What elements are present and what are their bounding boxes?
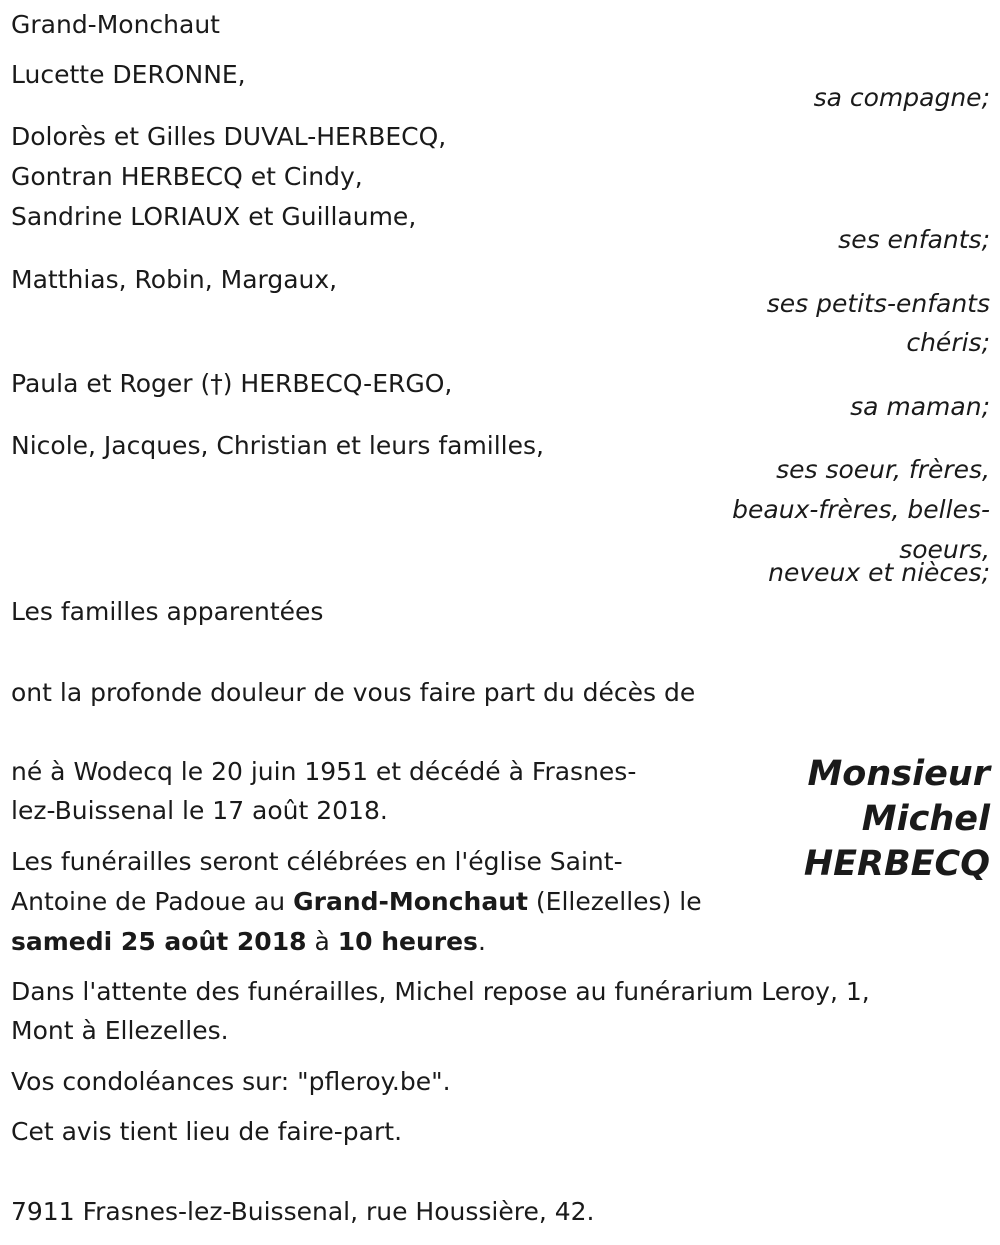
funeral-time: 10 heures <box>337 927 478 956</box>
funeral-datetime <box>11 922 486 962</box>
family-relation: ses petits-enfants <box>766 289 990 318</box>
birth-death-line: né à Wodecq le 20 juin 1951 et décédé à Frasnes- <box>11 757 637 786</box>
funeral-text: . <box>477 927 486 956</box>
family-name-line: Gontran HERBECQ et Cindy, <box>11 162 363 191</box>
family-name-line: Sandrine LORIAUX et Guillaume, <box>11 202 417 231</box>
rest-line: Dans l'attente des funérailles, Michel repose au funérarium Leroy, 1, <box>11 977 870 1006</box>
address: 7911 Frasnes-lez-Buissenal, rue Houssière, 42. <box>11 1197 595 1226</box>
deceased-last-name: HERBECQ <box>803 844 990 884</box>
announcement: ont la profonde douleur de vous faire part du décès de <box>11 678 696 707</box>
rest-line: Mont à Ellezelles. <box>11 1016 229 1045</box>
funeral-text: Antoine de Padoue au <box>11 887 294 916</box>
family-relation: neveux et nièces; <box>768 558 990 587</box>
funeral-line: Les funérailles seront célébrées en l'église Saint- <box>11 847 623 876</box>
family-relation: soeurs, <box>899 535 990 564</box>
family-relation: beaux-frères, belles- <box>732 495 990 524</box>
deceased-first-name: Michel <box>861 799 990 839</box>
family-name-line: Nicole, Jacques, Christian et leurs familles, <box>11 431 544 460</box>
family-relation: ses enfants; <box>838 225 990 254</box>
deceased-title: Monsieur <box>807 754 990 794</box>
family-relation: chéris; <box>906 328 990 357</box>
family-name-line: Paula et Roger (†) HERBECQ-ERGO, <box>11 369 453 398</box>
birth-death-line: lez-Buissenal le 17 août 2018. <box>11 796 388 825</box>
condolences: Vos condoléances sur: "pfleroy.be". <box>11 1067 451 1096</box>
family-name-line: Matthias, Robin, Margaux, <box>11 265 338 294</box>
family-relation: sa compagne; <box>813 83 990 112</box>
location-heading: Grand-Monchaut <box>11 10 220 39</box>
funeral-text: à <box>306 927 338 956</box>
funeral-text: (Ellezelles) le <box>527 887 702 916</box>
family-relation: ses soeur, frères, <box>776 455 990 484</box>
notice: Cet avis tient lieu de faire-part. <box>11 1117 403 1146</box>
funeral-place: Grand-Monchaut <box>293 887 528 916</box>
funeral-line <box>11 882 702 922</box>
family-name-line: Lucette DERONNE, <box>11 60 246 89</box>
funeral-date: samedi 25 août 2018 <box>11 927 307 956</box>
related-families: Les familles apparentées <box>11 597 324 626</box>
family-name-line: Dolorès et Gilles DUVAL-HERBECQ, <box>11 122 447 151</box>
deceased-name <box>750 752 990 887</box>
family-relation: sa maman; <box>850 392 990 421</box>
